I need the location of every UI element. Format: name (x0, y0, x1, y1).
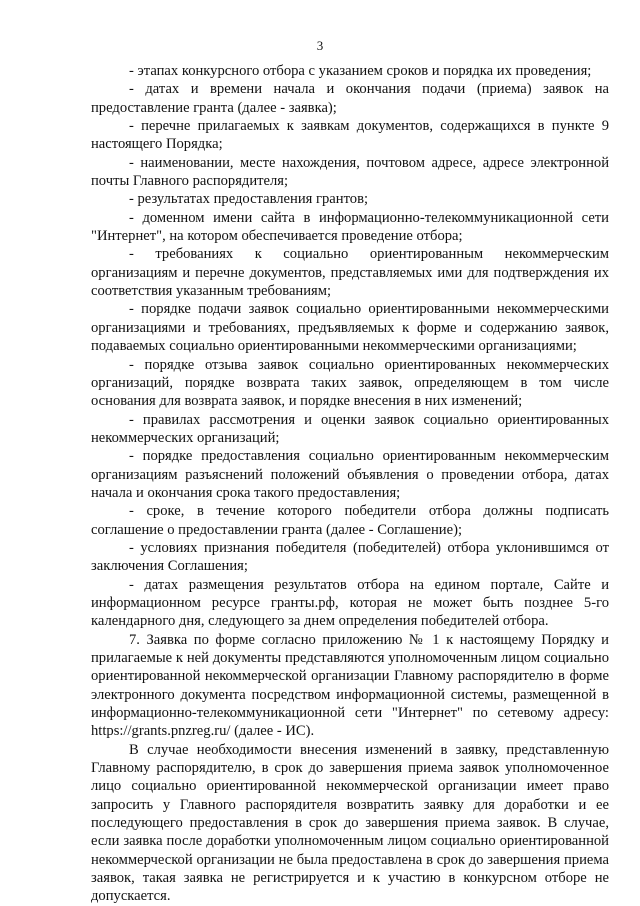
paragraph: - порядке подачи заявок социально ориентированными некоммерческими организациями и требованиях, предъявляемых к форме и содержанию заявок, подаваемых социально ориентированными некоммерческими организациями; (91, 301, 609, 355)
paragraph: - условиях признания победителя (победителей) отбора уклонившимся от заключения Соглашения; (91, 539, 609, 575)
paragraph: - порядке предоставления социально ориентированным некоммерческим организациям разъяснений положений объявления о проведении отбора, датах начала и окончания срока такого предоставления; (91, 448, 609, 501)
paragraph: - результатах предоставления грантов; (129, 191, 369, 208)
paragraph: - доменном имени сайта в информационно-телекоммуникационной сети "Интернет", на котором обеспечивается проведение отбора; (91, 209, 609, 245)
paragraph: - правилах рассмотрения и оценки заявок социально ориентированных некоммерческих организаций; (91, 411, 609, 446)
paragraph: - требованиях к социально ориентированным некоммерческим организациям и перечне документов, представляемых ими для подтверждения их соответствия указанным требованиям; (91, 246, 609, 300)
paragraph: - сроке, в течение которого победители отбора должны подписать соглашение о предоставлении гранта (далее - Соглашение); (91, 503, 609, 538)
paragraph: - наименовании, месте нахождения, почтовом адресе, адресе электронной почты Главного распорядителя; (91, 154, 609, 190)
paragraph: - этапах конкурсного отбора с указанием сроков и порядка их проведения; (129, 63, 592, 79)
paragraph: 7. Заявка по форме согласно приложению № 1 к настоящему Порядку и прилагаемые к ней документы представляются уполномоченным лицом социально ориентированной некоммерческой организации Главному распорядителю в форме электронного документа посредством информационной системы, размещенной в информационно-телекоммуникационной сети "Интернет" по сетевому адресу: https://grants.pnzreg.ru/ (далее - ИС). (91, 631, 609, 740)
paragraph: - датах размещения результатов отбора на едином портале, Сайте и информационном ресурсе гранты.рф, которая не может быть позднее 5-го календарного дня, следующего за днем определения победителей отбора. (91, 576, 609, 630)
paragraph: - перечне прилагаемых к заявкам документов, содержащихся в пункте 9 настоящего Порядка; (91, 118, 609, 153)
paragraph: В случае необходимости внесения изменений в заявку, представленную Главному распорядителю, в срок до завершения приема заявок уполномоченное лицо социально ориентированной некоммерческой организации имеет право запросить у Главного распорядителя возвратить заявку для доработки и ее последующего предоставления в срок до завершения приема заявок. В случае, если заявка после доработки уполномоченным лицом социально ориентированной некоммерческой организации не была предоставлена в срок до завершения приема заявок, такая заявка не регистрируется и к участию в конкурсном отборе не допускается. (91, 741, 609, 905)
page-number: 3 (316, 38, 324, 53)
paragraph: - порядке отзыва заявок социально ориентированных некоммерческих организаций, порядке возврата таких заявок, определяющем в том числе основания для возврата заявок, и порядке внесения в них изменений; (91, 356, 609, 410)
paragraph: - датах и времени начала и окончания подачи (приема) заявок на предоставление гранта (далее - заявка); (91, 81, 609, 116)
document-body (91, 62, 609, 906)
